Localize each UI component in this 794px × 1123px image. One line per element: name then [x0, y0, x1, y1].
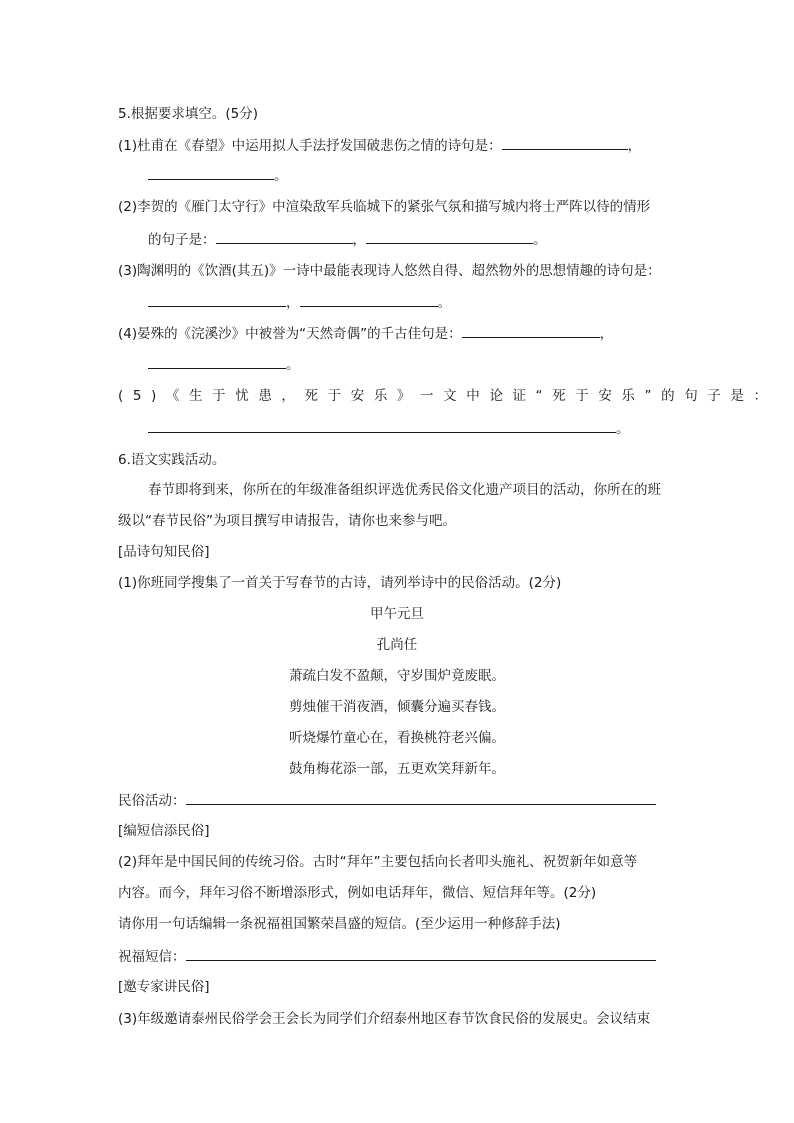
- answer-blank[interactable]: [148, 354, 286, 369]
- q5-item-5: (5)《生于忧患，死于安乐》一文中论证“死于安乐”的句子是：: [118, 388, 777, 404]
- period: 。: [616, 421, 630, 437]
- q5-item-3-cont: [148, 292, 451, 313]
- custom-activity-answer: [118, 790, 656, 811]
- answer-blank[interactable]: [216, 229, 353, 244]
- comma: ，: [627, 138, 642, 154]
- answer-blank[interactable]: [148, 165, 274, 180]
- poem-line: 鼓角梅花添一部，五更欢笑拜新年。: [289, 761, 505, 777]
- q6-intro-line-2: 级以“春节民俗”为项目撰写申请报告，请你也来参与吧。: [118, 513, 456, 529]
- section-heading-sms: [编短信添民俗]: [118, 823, 210, 839]
- poem-author: 孔尚任: [376, 637, 418, 653]
- sms-answer: [118, 946, 656, 967]
- q5-item-1-text: (1)杜甫在《春望》中运用拟人手法抒发国破悲伤之情的诗句是：: [118, 138, 502, 154]
- q6-sub-2-line-3: 请你用一句话编辑一条祝福祖国繁荣昌盛的短信。(至少运用一种修辞手法): [118, 916, 561, 932]
- q5-item-5-cont: [148, 418, 630, 439]
- poem-line: 剪烛催干消夜酒，倾囊分遍买春钱。: [289, 699, 505, 715]
- q6-sub-2-line-1: (2)拜年是中国民间的传统习俗。古时“拜年”主要包括向长者叩头施礼、祝贺新年如意等: [118, 854, 638, 870]
- answer-blank[interactable]: [148, 292, 286, 307]
- q6-sub-1: (1)你班同学搜集了一首关于写春节的古诗，请列举诗中的民俗活动。(2分): [118, 575, 562, 591]
- poem-line: 萧疏白发不盈颠，守岁围炉竟废眠。: [289, 668, 505, 684]
- q6-sub-3-line-1: (3)年级邀请泰州民俗学会王会长为同学们介绍泰州地区春节饮食民俗的发展史。会议结束: [118, 1011, 651, 1027]
- period: 。: [533, 232, 547, 248]
- poem-line: 听烧爆竹童心在，看换桃符老兴偏。: [289, 730, 505, 746]
- section-heading-expert: [邀专家讲民俗]: [118, 979, 210, 995]
- answer-blank[interactable]: [502, 135, 628, 150]
- q5-title: 5.根据要求填空。(5分): [118, 106, 259, 122]
- q6-sub-2-line-2: 内容。而今，拜年习俗不断增添形式，例如电话拜年，微信、短信拜年等。(2分): [118, 885, 597, 901]
- answer-blank[interactable]: [462, 323, 600, 338]
- answer-label: 民俗活动：: [118, 793, 186, 809]
- period: 。: [274, 168, 288, 184]
- answer-blank[interactable]: [186, 790, 656, 805]
- q5-item-4: [118, 323, 613, 344]
- section-heading-poem: [品诗句知民俗]: [118, 544, 210, 560]
- q5-item-3: (3)陶渊明的《饮酒(其五)》一诗中最能表现诗人悠然自得、超然物外的思想情趣的诗句是：: [118, 263, 661, 279]
- q5-item-4-text: (4)晏殊的《浣溪沙》中被誉为“天然奇偶”的千古佳句是：: [118, 326, 462, 342]
- q5-item-1: [118, 135, 641, 156]
- q5-item-2-cont: [148, 229, 547, 250]
- answer-blank[interactable]: [186, 946, 656, 961]
- q5-item-2-text: 的句子是：: [148, 232, 216, 248]
- q5-item-2: (2)李贺的《雁门太守行》中渲染敌军兵临城下的紧张气氛和描写城内将士严阵以待的情形: [118, 199, 651, 215]
- q6-title: 6.语文实践活动。: [118, 452, 226, 468]
- answer-blank[interactable]: [148, 418, 616, 433]
- comma: ，: [352, 232, 366, 248]
- q5-item-4-cont: [148, 354, 300, 375]
- answer-blank[interactable]: [366, 229, 533, 244]
- period: 。: [437, 295, 451, 311]
- answer-blank[interactable]: [300, 292, 438, 307]
- q6-intro-line-1: 春节即将到来，你所在的年级准备组织评选优秀民俗文化遗产项目的活动，你所在的班: [148, 482, 661, 498]
- period: 。: [286, 357, 300, 373]
- comma: ，: [599, 326, 614, 342]
- poem-title: 甲午元旦: [370, 606, 424, 622]
- q5-item-1-cont: [148, 165, 288, 186]
- comma: ，: [286, 295, 300, 311]
- answer-label: 祝福短信：: [118, 949, 186, 965]
